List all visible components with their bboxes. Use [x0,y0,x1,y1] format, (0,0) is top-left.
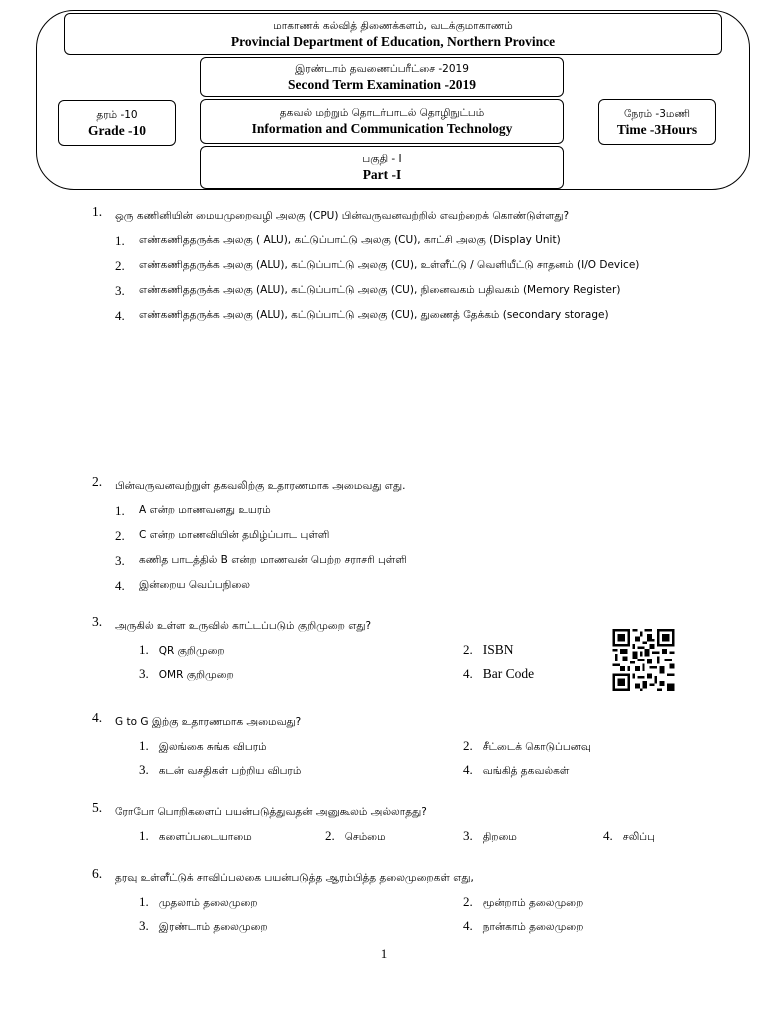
question-text: தரவு உள்ளீட்டுக் சாவிப்பலகை பயன்படுத்த ஆரம்பித்த தலைமுறைகள் எது, [115,872,474,884]
option-text: சலிப்பு [622,831,655,843]
question-number: 6. [92,866,103,881]
option-number: 2. [463,894,473,909]
option-text: எண்கணிததருக்க அலகு ( ALU), கட்டுப்பாட்டு அலகு (CU), காட்சி அலகு (Display Unit) [139,234,561,246]
option-2 [463,734,591,759]
question-number: 3. [92,614,103,629]
grade-english: Grade -10 [87,122,147,138]
option-text: A என்ற மாணவனது உயரம் [139,504,271,516]
option-2 [463,890,583,915]
option-2 [463,638,514,663]
option-number: 1. [139,894,149,909]
question-number: 1. [92,204,103,219]
option-number: 1. [139,828,149,843]
option-number: 1. [139,642,149,657]
option-row [115,662,676,686]
option-number: 4. [463,666,473,681]
option-text: சீட்டைக் கொடுப்பனவு [482,741,591,753]
question-text: ரோபோ பொறிகளைப் பயன்படுத்துவதன் அனுகூலம் அல்லாதது? [115,806,427,818]
option-4 [463,914,583,939]
option-row [115,734,676,758]
option-1 [139,734,267,759]
subject-english: Information and Communication Technology [251,121,513,136]
option-row [115,890,676,914]
department-box [64,13,722,55]
option-number: 3. [463,828,473,843]
option-1 [139,638,225,663]
option-number: 4. [603,828,613,843]
option-number: 1. [115,503,125,518]
time-english: Time -3Hours [616,121,698,137]
question-text: அருகில் உள்ள உருவில் காட்டப்படும் குறிமுறை எது? [115,620,372,632]
option-2 [325,824,386,849]
part-tamil: பகுதி - I [362,153,402,165]
option-3 [463,824,517,849]
department-tamil: மாகாணக் கல்வித் திணைக்களம், வடக்குமாகாணம் [273,19,513,32]
option-row [115,824,676,848]
option-number: 2. [115,258,125,273]
exam-english: Second Term Examination -2019 [288,76,476,92]
question-3 [92,614,676,686]
option-number: 4. [463,918,473,933]
exam-tamil: இரண்டாம் தவணைப்பரீட்சை -2019 [295,62,469,75]
option-text: C என்ற மாணவியின் தமிழ்ப்பாட புள்ளி [139,529,330,541]
option-text: இலங்கை சுங்க விபரம் [158,741,267,753]
option-text: எண்கணிததருக்க அலகு (ALU), கட்டுப்பாட்டு அலகு (CU), உள்ளீட்டு / வெளியீட்டு சாதனம் (I/O Device) [139,259,640,271]
option-3 [139,914,268,939]
option-number: 4. [463,762,473,777]
option-4 [603,824,655,849]
option-number: 3. [139,666,149,681]
option-number: 3. [139,918,149,933]
time-tamil: நேரம் -3மணி [624,107,690,120]
time-box [598,99,716,145]
question-number: 5. [92,800,103,815]
option-text: எண்கணிததருக்க அலகு (ALU), கட்டுப்பாட்டு அலகு (CU), நினைவகம் பதிவகம் (Memory Register) [139,284,621,296]
option-number: 1. [139,738,149,753]
option-text: நான்காம் தலைமுறை [482,921,584,933]
option-2 [115,523,676,548]
option-number: 3. [115,283,125,298]
option-number: 4. [115,308,125,323]
option-text: எண்கணிததருக்க அலகு (ALU), கட்டுப்பாட்டு அலகு (CU), துணைத் தேக்கம் (secondary storage) [139,309,609,321]
option-1 [115,228,676,253]
option-text: முதலாம் தலைமுறை [158,897,258,909]
option-text: கணித பாடத்தில் B என்ற மாணவன் பெற்ற சராசரி புள்ளி [139,554,407,566]
option-4 [463,662,534,687]
subject-box [200,99,564,144]
option-row [115,638,676,662]
option-number: 2. [325,828,335,843]
question-text: ஒரு கணினியின் மையமுறைவழி அலகு (CPU) பின்வருவனவற்றில் எவற்றைக் கொண்டுள்ளது? [115,210,570,222]
question-number: 2. [92,474,103,489]
option-row [115,914,676,938]
question-text: G to G இற்கு உதாரணமாக அமைவது? [115,716,302,728]
option-4 [463,758,569,783]
option-3 [115,278,676,303]
option-4 [115,303,676,328]
subject-tamil: தகவல் மற்றும் தொடர்பாடல் தொழிநுட்பம் [279,107,485,119]
option-text: இன்றைய வெப்பநிலை [139,579,251,591]
option-3 [115,548,676,573]
option-text: திறமை [482,831,517,843]
option-number: 4. [115,578,125,593]
option-1 [139,824,252,849]
option-text: வங்கித் தகவல்கள் [482,765,570,777]
option-3 [139,662,234,687]
option-4 [115,573,676,598]
option-3 [139,758,301,783]
grade-tamil: தரம் -10 [96,108,138,121]
option-number: 3. [139,762,149,777]
part-english: Part -I [362,167,402,182]
question-5 [92,800,676,848]
option-number: 2. [463,642,473,657]
option-text: கடன் வசதிகள் பற்றிய விபரம் [158,765,302,777]
page-number: 1 [380,946,388,961]
qr-code-image [611,629,676,691]
option-row [115,758,676,782]
question-2 [92,474,676,598]
option-text: செம்மை [344,831,386,843]
option-number: 1. [115,233,125,248]
grade-box [58,100,176,146]
part-box [200,146,564,189]
option-text: OMR குறிமுறை [158,669,234,681]
question-number: 4. [92,710,103,725]
option-number: 2. [115,528,125,543]
question-1 [92,204,676,328]
question-6 [92,866,676,938]
option-text: QR குறிமுறை [158,645,225,657]
option-text: மூன்றாம் தலைமுறை [482,897,584,909]
option-number: 2. [463,738,473,753]
option-text: Bar Code [482,666,535,681]
option-number: 3. [115,553,125,568]
option-2 [115,253,676,278]
department-english: Provincial Department of Education, Northern Province [230,33,556,49]
question-4 [92,710,676,782]
exam-box [200,57,564,97]
option-text: இரண்டாம் தலைமுறை [158,921,268,933]
option-text: களைப்படையாமை [158,831,252,843]
option-1 [139,890,257,915]
question-text: பின்வருவனவற்றுள் தகவலிற்கு உதாரணமாக அமைவது எது. [115,480,406,492]
option-text: ISBN [482,642,514,657]
option-1 [115,498,676,523]
